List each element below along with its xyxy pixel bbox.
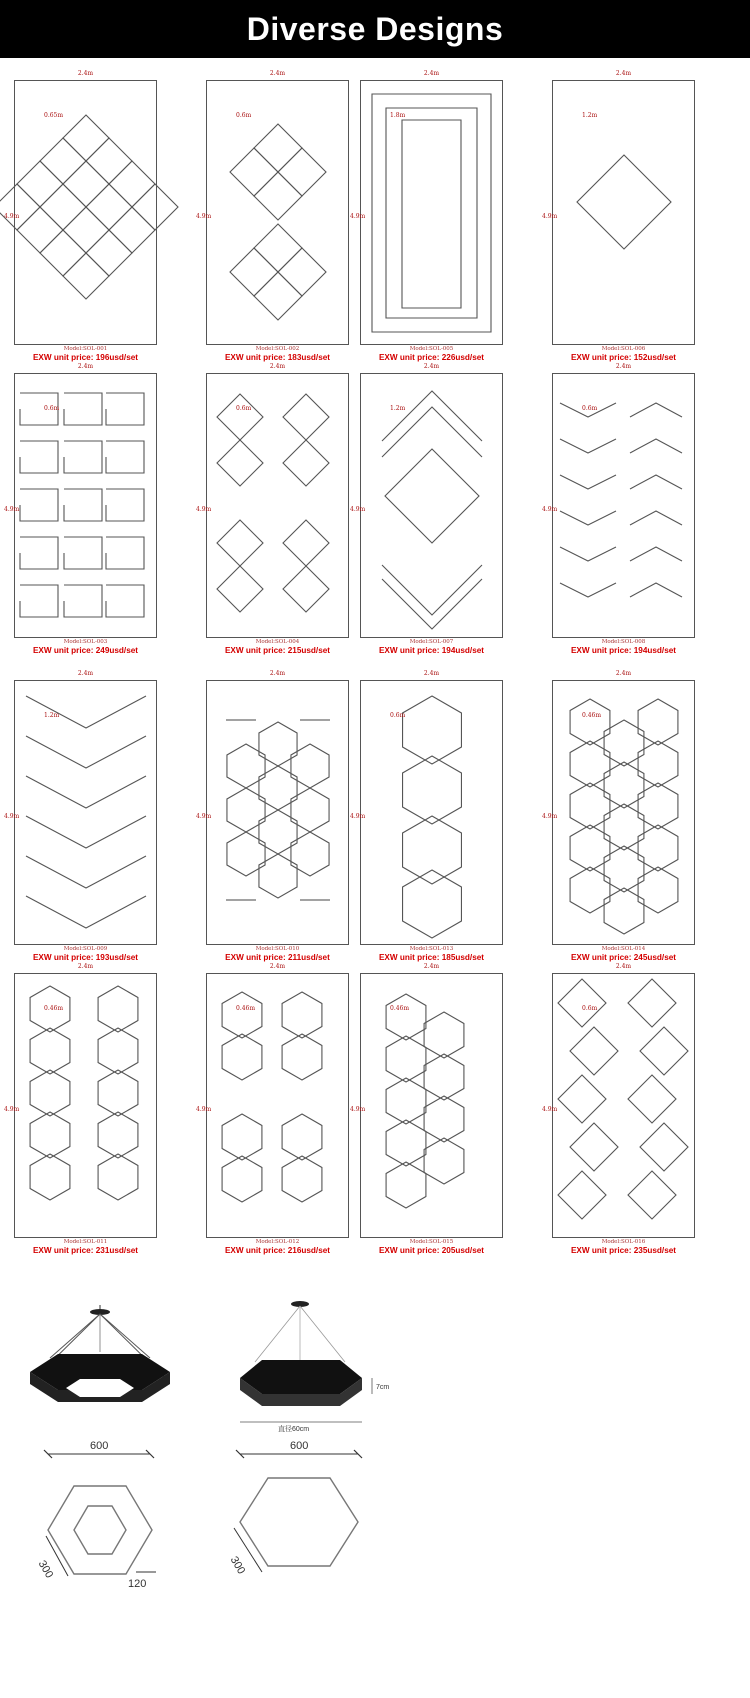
hexagon-ring-dimension-drawing bbox=[36, 1440, 156, 1590]
design-pattern bbox=[14, 80, 157, 345]
width-label: 2.4m bbox=[269, 670, 286, 677]
design-pattern bbox=[14, 680, 157, 945]
height-label: 4.9m bbox=[4, 505, 20, 513]
module-size-label: 0.46m bbox=[44, 1005, 64, 1012]
price-label: EXW unit price: 152usd/set bbox=[570, 353, 677, 362]
design-pattern bbox=[206, 973, 349, 1238]
height-label: 4.9m bbox=[350, 812, 366, 820]
height-label: 4.9m bbox=[542, 212, 558, 220]
diameter-label: 直径60cm bbox=[278, 1426, 310, 1433]
hexagon-ring-lamp-photo bbox=[30, 1305, 170, 1402]
design-pattern bbox=[360, 373, 503, 638]
width-label: 2.4m bbox=[423, 70, 440, 77]
width-label: 2.4m bbox=[423, 670, 440, 677]
module-size-label: 0.6m bbox=[44, 405, 60, 412]
height-label: 4.9m bbox=[542, 505, 558, 513]
height-label: 4.9m bbox=[350, 505, 366, 513]
model-label: Model:SOL-006 bbox=[601, 346, 646, 352]
model-label: Model:SOL-003 bbox=[63, 639, 108, 645]
design-card bbox=[4, 70, 164, 375]
width-label: 2.4m bbox=[423, 363, 440, 370]
hexagon-panel-lamp-photo bbox=[240, 1301, 389, 1433]
module-size-label: 1.2m bbox=[390, 405, 406, 412]
height-label: 4.9m bbox=[350, 212, 366, 220]
design-card bbox=[4, 670, 164, 975]
height-label: 4.9m bbox=[196, 812, 212, 820]
design-card bbox=[4, 363, 164, 668]
design-pattern bbox=[206, 80, 349, 345]
width-label: 2.4m bbox=[269, 963, 286, 970]
design-card bbox=[542, 670, 702, 975]
price-label: EXW unit price: 245usd/set bbox=[570, 953, 677, 962]
design-card bbox=[196, 70, 356, 375]
width-label: 2.4m bbox=[423, 963, 440, 970]
price-label: EXW unit price: 194usd/set bbox=[378, 646, 485, 655]
panel-width-label: 600 bbox=[290, 1440, 309, 1452]
design-card bbox=[542, 363, 702, 668]
width-label: 2.4m bbox=[77, 670, 94, 677]
model-label: Model:SOL-011 bbox=[63, 1239, 108, 1245]
panel-side-label: 300 bbox=[227, 1554, 248, 1577]
price-label: EXW unit price: 211usd/set bbox=[225, 953, 330, 962]
width-label: 2.4m bbox=[615, 963, 632, 970]
price-label: EXW unit price: 185usd/set bbox=[378, 953, 485, 962]
module-size-label: 0.6m bbox=[236, 112, 252, 119]
design-card bbox=[196, 363, 356, 668]
width-label: 2.4m bbox=[77, 70, 94, 77]
module-size-label: 0.6m bbox=[582, 1005, 598, 1012]
price-label: EXW unit price: 226usd/set bbox=[378, 353, 485, 362]
design-pattern bbox=[552, 80, 695, 345]
price-label: EXW unit price: 196usd/set bbox=[32, 353, 139, 362]
hexagon-panel-dimension-drawing bbox=[228, 1440, 362, 1576]
design-card bbox=[196, 963, 356, 1268]
module-size-label: 0.46m bbox=[236, 1005, 256, 1012]
model-label: Model:SOL-005 bbox=[409, 346, 454, 352]
design-card bbox=[196, 670, 356, 975]
module-size-label: 1.8m bbox=[390, 112, 406, 119]
model-label: Model:SOL-012 bbox=[255, 1239, 300, 1245]
design-pattern bbox=[206, 680, 349, 945]
height-label: 4.9m bbox=[350, 1105, 366, 1113]
height-label: 4.9m bbox=[542, 812, 558, 820]
width-label: 2.4m bbox=[615, 70, 632, 77]
model-label: Model:SOL-001 bbox=[63, 346, 108, 352]
module-size-label: 0.6m bbox=[390, 712, 406, 719]
price-label: EXW unit price: 249usd/set bbox=[32, 646, 139, 655]
height-label: 4.9m bbox=[196, 212, 212, 220]
design-pattern bbox=[552, 680, 695, 945]
width-label: 2.4m bbox=[269, 363, 286, 370]
ring-side-label: 300 bbox=[35, 1558, 56, 1581]
height-label: 4.9m bbox=[4, 812, 20, 820]
module-size-label: 0.46m bbox=[582, 712, 602, 719]
width-label: 2.4m bbox=[615, 363, 632, 370]
price-label: EXW unit price: 205usd/set bbox=[378, 1246, 485, 1255]
design-card bbox=[4, 963, 164, 1268]
design-pattern bbox=[552, 973, 695, 1238]
product-spec-drawings bbox=[0, 1384, 750, 1690]
module-size-label: 0.6m bbox=[582, 405, 598, 412]
page-title: Diverse Designs bbox=[246, 10, 504, 47]
design-card bbox=[350, 363, 510, 668]
design-pattern bbox=[360, 80, 503, 345]
module-size-label: 1.2m bbox=[44, 712, 60, 719]
price-label: EXW unit price: 235usd/set bbox=[570, 1246, 677, 1255]
model-label: Model:SOL-015 bbox=[409, 1239, 454, 1245]
design-card bbox=[350, 963, 510, 1268]
design-pattern bbox=[360, 680, 503, 945]
module-size-label: 0.6m bbox=[236, 405, 252, 412]
model-label: Model:SOL-002 bbox=[255, 346, 300, 352]
design-pattern bbox=[206, 373, 349, 638]
width-label: 2.4m bbox=[77, 963, 94, 970]
price-label: EXW unit price: 215usd/set bbox=[224, 646, 331, 655]
module-size-label: 1.2m bbox=[582, 112, 598, 119]
design-card bbox=[542, 963, 702, 1268]
module-size-label: 0.46m bbox=[390, 1005, 410, 1012]
product-specs bbox=[0, 1384, 750, 1690]
design-card bbox=[350, 670, 510, 975]
price-label: EXW unit price: 183usd/set bbox=[224, 353, 331, 362]
model-label: Model:SOL-016 bbox=[601, 1239, 646, 1245]
price-label: EXW unit price: 231usd/set bbox=[32, 1246, 139, 1255]
design-pattern bbox=[552, 373, 695, 638]
price-label: EXW unit price: 193usd/set bbox=[32, 953, 139, 962]
model-label: Model:SOL-009 bbox=[63, 946, 108, 952]
width-label: 2.4m bbox=[77, 363, 94, 370]
module-size-label: 0.65m bbox=[44, 112, 64, 119]
model-label: Model:SOL-007 bbox=[409, 639, 454, 645]
page-header bbox=[0, 0, 750, 58]
height-label: 4.9m bbox=[196, 1105, 212, 1113]
width-label: 2.4m bbox=[615, 670, 632, 677]
ring-width-label: 600 bbox=[90, 1440, 109, 1452]
model-label: Model:SOL-013 bbox=[409, 946, 454, 952]
design-pattern bbox=[360, 973, 503, 1238]
ring-depth-label: 120 bbox=[128, 1578, 147, 1590]
design-card bbox=[350, 70, 510, 375]
height-label: 4.9m bbox=[4, 212, 20, 220]
model-label: Model:SOL-010 bbox=[255, 946, 300, 952]
price-label: EXW unit price: 216usd/set bbox=[224, 1246, 331, 1255]
height-label: 4.9m bbox=[4, 1105, 20, 1113]
model-label: Model:SOL-014 bbox=[601, 946, 646, 952]
design-card bbox=[542, 70, 702, 375]
height-label: 7cm bbox=[376, 1384, 390, 1391]
price-label: EXW unit price: 194usd/set bbox=[570, 646, 677, 655]
height-label: 4.9m bbox=[196, 505, 212, 513]
model-label: Model:SOL-004 bbox=[255, 639, 300, 645]
width-label: 2.4m bbox=[269, 70, 286, 77]
design-pattern bbox=[14, 373, 157, 638]
model-label: Model:SOL-008 bbox=[601, 639, 646, 645]
design-pattern bbox=[14, 973, 157, 1238]
height-label: 4.9m bbox=[542, 1105, 558, 1113]
